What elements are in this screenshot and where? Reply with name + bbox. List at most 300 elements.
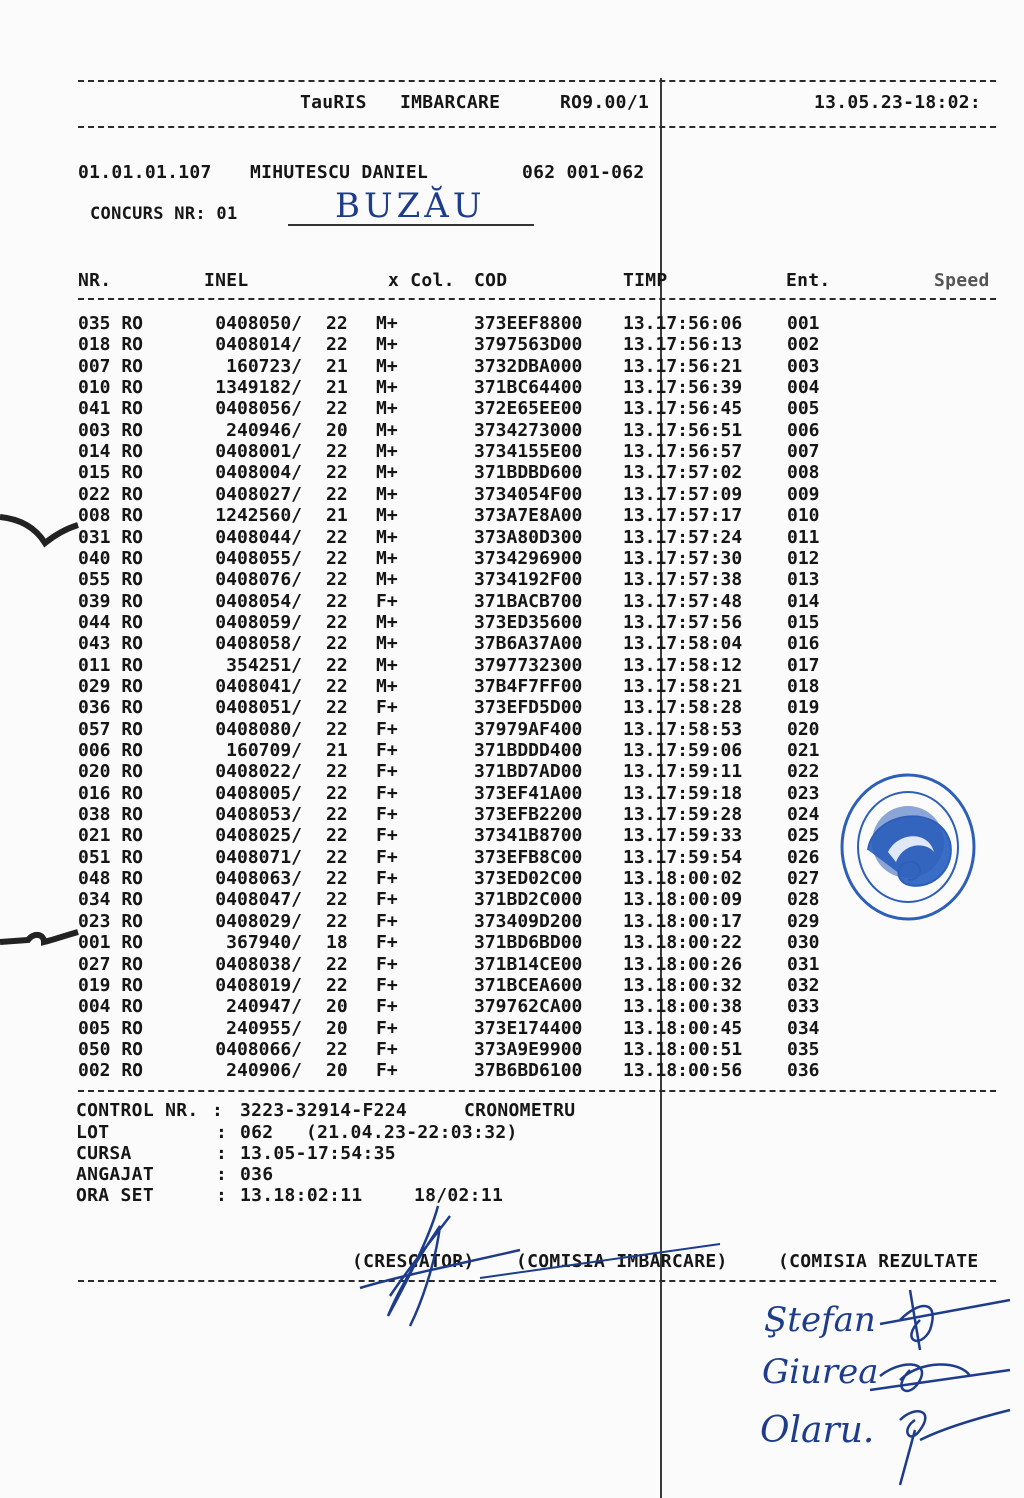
cell-timp: 13.17:58:53 <box>623 718 743 740</box>
cell-col: M+ <box>376 419 398 441</box>
cell-ent: 019 <box>787 697 820 719</box>
cell-nr: 035 RO <box>78 313 144 334</box>
cell-ent: 026 <box>787 846 820 868</box>
table-row <box>0 932 1024 953</box>
cell-inel: 1349182/ <box>215 377 302 399</box>
cell-col: M+ <box>376 398 398 420</box>
cell-timp: 13.17:56:06 <box>623 313 743 334</box>
cell-nr: 023 RO <box>78 910 144 932</box>
cell-an: 21 <box>326 740 348 761</box>
cell-timp: 13.17:58:28 <box>623 697 743 719</box>
cell-nr: 029 RO <box>78 675 144 697</box>
cell-an: 22 <box>326 441 348 463</box>
cell-cod: 373A9E9900 <box>474 1038 583 1060</box>
cell-nr: 005 RO <box>78 1017 144 1039</box>
cell-timp: 13.18:00:09 <box>623 889 743 911</box>
cell-nr: 048 RO <box>78 868 144 890</box>
cell-timp: 13.17:59:28 <box>623 804 743 826</box>
cell-inel: 0408019/ <box>215 974 302 996</box>
margin-ink-mark-2 <box>0 922 80 962</box>
table-row <box>0 441 1024 462</box>
cell-ent: 029 <box>787 910 820 932</box>
cell-col: M+ <box>376 633 398 655</box>
cell-cod: 373EF41A00 <box>474 782 583 804</box>
cell-nr: 044 RO <box>78 611 144 633</box>
cell-ent: 030 <box>787 932 820 954</box>
cell-cod: 373A7E8A00 <box>474 505 583 527</box>
col-header-nr: NR. <box>78 270 112 291</box>
cell-inel: 0408050/ <box>215 313 302 334</box>
table-row <box>0 633 1024 654</box>
cell-an: 20 <box>326 1060 348 1082</box>
cell-timp: 13.17:56:57 <box>623 441 743 463</box>
cell-inel: 0408025/ <box>215 825 302 847</box>
cell-nr: 014 RO <box>78 441 144 463</box>
cell-ent: 013 <box>787 569 820 591</box>
control-label: CONTROL NR. <box>76 1100 199 1121</box>
cell-nr: 038 RO <box>78 804 144 826</box>
cell-timp: 13.18:00:51 <box>623 1038 743 1060</box>
cronometru-label: CRONOMETRU <box>464 1100 576 1121</box>
cell-inel: 0408066/ <box>215 1038 302 1060</box>
cell-an: 22 <box>326 1038 348 1060</box>
cell-an: 18 <box>326 932 348 954</box>
table-row <box>0 420 1024 441</box>
cell-cod: 3732DBA000 <box>474 355 583 377</box>
cell-cod: 37341B8700 <box>474 825 583 847</box>
owner-name: MIHUTESCU DANIEL <box>250 162 429 183</box>
table-row <box>0 1060 1024 1081</box>
cell-ent: 010 <box>787 505 820 527</box>
cell-inel: 0408041/ <box>215 675 302 697</box>
cell-col: F+ <box>376 996 398 1018</box>
cell-an: 22 <box>326 633 348 655</box>
cell-col: F+ <box>376 889 398 911</box>
cell-timp: 13.17:56:21 <box>623 355 743 377</box>
cell-inel: 0408055/ <box>215 547 302 569</box>
cell-ent: 018 <box>787 675 820 697</box>
cell-cod: 373409D200 <box>474 910 583 932</box>
cell-inel: 0408005/ <box>215 782 302 804</box>
cell-timp: 13.17:57:56 <box>623 611 743 633</box>
cell-ent: 021 <box>787 740 820 761</box>
cell-col: F+ <box>376 825 398 847</box>
cell-timp: 13.17:57:48 <box>623 590 743 612</box>
cell-an: 22 <box>326 868 348 890</box>
cell-nr: 022 RO <box>78 483 144 505</box>
cell-nr: 031 RO <box>78 526 144 548</box>
cell-cod: 371BD2C000 <box>474 889 583 911</box>
cell-ent: 035 <box>787 1038 820 1060</box>
cell-col: M+ <box>376 526 398 548</box>
cell-inel: 0408047/ <box>215 889 302 911</box>
cell-col: F+ <box>376 697 398 719</box>
cell-cod: 37979AF400 <box>474 718 583 740</box>
cell-inel: 0408063/ <box>215 868 302 890</box>
cell-cod: 371BCEA600 <box>474 974 583 996</box>
cell-col: F+ <box>376 974 398 996</box>
cell-inel: 0408053/ <box>215 804 302 826</box>
cell-timp: 13.18:00:38 <box>623 996 743 1018</box>
cell-inel: 367940/ <box>226 932 302 954</box>
cell-an: 22 <box>326 953 348 975</box>
cell-ent: 014 <box>787 590 820 612</box>
cell-nr: 055 RO <box>78 569 144 591</box>
cell-an: 22 <box>326 590 348 612</box>
table-row <box>0 612 1024 633</box>
cell-ent: 004 <box>787 377 820 399</box>
margin-ink-mark-1 <box>0 505 80 555</box>
cell-an: 22 <box>326 611 348 633</box>
cell-timp: 13.17:58:12 <box>623 654 743 676</box>
cell-col: F+ <box>376 953 398 975</box>
cell-col: F+ <box>376 868 398 890</box>
cell-an: 22 <box>326 974 348 996</box>
cell-nr: 039 RO <box>78 590 144 612</box>
table-row <box>0 697 1024 718</box>
cell-cod: 3734054F00 <box>474 483 583 505</box>
cell-nr: 002 RO <box>78 1060 144 1082</box>
table-row <box>0 377 1024 398</box>
cell-nr: 021 RO <box>78 825 144 847</box>
table-row <box>0 462 1024 483</box>
separator-footer <box>78 1090 996 1092</box>
cell-cod: 372E65EE00 <box>474 398 583 420</box>
cell-nr: 027 RO <box>78 953 144 975</box>
cell-nr: 001 RO <box>78 932 144 954</box>
col-header-timp: TIMP <box>623 270 668 291</box>
cell-ent: 012 <box>787 547 820 569</box>
owner-code: 01.01.01.107 <box>78 162 212 183</box>
cell-an: 22 <box>326 846 348 868</box>
cell-cod: 373EFB8C00 <box>474 846 583 868</box>
cell-col: F+ <box>376 590 398 612</box>
cell-timp: 13.17:57:24 <box>623 526 743 548</box>
cell-nr: 007 RO <box>78 355 144 377</box>
table-row <box>0 484 1024 505</box>
handwritten-name-3: Olaru. <box>760 1410 875 1451</box>
sig-comisia-rezultate-label: (COMISIA REZULTATE <box>778 1251 979 1272</box>
cell-inel: 0408080/ <box>215 718 302 740</box>
cell-an: 22 <box>326 462 348 484</box>
cell-an: 22 <box>326 313 348 334</box>
cell-ent: 028 <box>787 889 820 911</box>
table-row <box>0 954 1024 975</box>
cell-ent: 001 <box>787 313 820 334</box>
cell-timp: 13.17:56:39 <box>623 377 743 399</box>
cell-timp: 13.18:00:17 <box>623 910 743 932</box>
concurs-handwritten-location: BUZĂU <box>335 186 486 226</box>
cell-inel: 0408044/ <box>215 526 302 548</box>
cell-cod: 373EFD5D00 <box>474 697 583 719</box>
cell-ent: 033 <box>787 996 820 1018</box>
cell-ent: 005 <box>787 398 820 420</box>
cell-ent: 032 <box>787 974 820 996</box>
cell-inel: 0408051/ <box>215 697 302 719</box>
cell-nr: 020 RO <box>78 761 144 783</box>
cell-col: M+ <box>376 441 398 463</box>
cell-timp: 13.17:57:38 <box>623 569 743 591</box>
cell-timp: 13.17:57:17 <box>623 505 743 527</box>
cell-timp: 13.17:58:04 <box>623 633 743 655</box>
cell-col: F+ <box>376 740 398 761</box>
cell-ent: 008 <box>787 462 820 484</box>
cell-col: M+ <box>376 483 398 505</box>
control-colon: : <box>212 1100 224 1121</box>
cell-cod: 37B6A37A00 <box>474 633 583 655</box>
cell-nr: 008 RO <box>78 505 144 527</box>
cell-an: 22 <box>326 547 348 569</box>
cell-col: M+ <box>376 505 398 527</box>
table-row <box>0 996 1024 1017</box>
cell-an: 22 <box>326 889 348 911</box>
control-value: 3223-32914-F224 <box>240 1100 408 1121</box>
cell-an: 20 <box>326 419 348 441</box>
cell-an: 22 <box>326 804 348 826</box>
cell-col: F+ <box>376 910 398 932</box>
col-header-ent: Ent. <box>786 270 831 291</box>
angajat-value: 036 <box>240 1164 274 1185</box>
cell-cod: 371BC64400 <box>474 377 583 399</box>
cell-timp: 13.18:00:56 <box>623 1060 743 1082</box>
cell-col: M+ <box>376 377 398 399</box>
cell-nr: 051 RO <box>78 846 144 868</box>
cell-an: 22 <box>326 675 348 697</box>
table-row <box>0 527 1024 548</box>
cell-inel: 0408022/ <box>215 761 302 783</box>
cell-timp: 13.18:00:45 <box>623 1017 743 1039</box>
cell-col: M+ <box>376 547 398 569</box>
cell-ent: 031 <box>787 953 820 975</box>
cell-col: F+ <box>376 782 398 804</box>
cell-timp: 13.17:59:06 <box>623 740 743 761</box>
cell-nr: 019 RO <box>78 974 144 996</box>
cell-nr: 041 RO <box>78 398 144 420</box>
cell-timp: 13.17:58:21 <box>623 675 743 697</box>
cell-cod: 37B4F7FF00 <box>474 675 583 697</box>
cell-col: M+ <box>376 355 398 377</box>
cell-cod: 3734155E00 <box>474 441 583 463</box>
cell-nr: 010 RO <box>78 377 144 399</box>
cell-an: 22 <box>326 697 348 719</box>
ora-set-label: ORA SET <box>76 1185 154 1206</box>
cell-cod: 37B6BD6100 <box>474 1060 583 1082</box>
cell-col: M+ <box>376 313 398 334</box>
angajat-label: ANGAJAT <box>76 1164 154 1185</box>
cell-ent: 034 <box>787 1017 820 1039</box>
lot-colon: : <box>216 1122 228 1143</box>
cell-an: 22 <box>326 334 348 356</box>
owner-counts: 062 001-062 <box>522 162 645 183</box>
col-header-speed: Speed <box>934 270 990 291</box>
table-row <box>0 334 1024 355</box>
cell-cod: 373EFB2200 <box>474 804 583 826</box>
cell-inel: 0408058/ <box>215 633 302 655</box>
header-datetime: 13.05.23-18:02: <box>814 92 982 113</box>
cell-ent: 022 <box>787 761 820 783</box>
cell-col: M+ <box>376 654 398 676</box>
table-row <box>0 398 1024 419</box>
cell-cod: 373ED02C00 <box>474 868 583 890</box>
cell-inel: 0408076/ <box>215 569 302 591</box>
lot-label: LOT <box>76 1122 110 1143</box>
cell-cod: 379762CA00 <box>474 996 583 1018</box>
cell-cod: 3734192F00 <box>474 569 583 591</box>
cell-col: M+ <box>376 569 398 591</box>
cell-ent: 007 <box>787 441 820 463</box>
table-row <box>0 313 1024 334</box>
table-row <box>0 676 1024 697</box>
cell-inel: 0408027/ <box>215 483 302 505</box>
cell-nr: 018 RO <box>78 334 144 356</box>
cell-cod: 371BD6BD00 <box>474 932 583 954</box>
cell-col: M+ <box>376 675 398 697</box>
cell-inel: 0408001/ <box>215 441 302 463</box>
cell-an: 20 <box>326 1017 348 1039</box>
table-row <box>0 975 1024 996</box>
cell-inel: 240946/ <box>226 419 302 441</box>
cell-inel: 1242560/ <box>215 505 302 527</box>
table-row <box>0 719 1024 740</box>
cell-inel: 240955/ <box>226 1017 302 1039</box>
handwritten-name-2: Giurea <box>762 1352 879 1392</box>
cell-ent: 003 <box>787 355 820 377</box>
lot-date: (21.04.23-22:03:32) <box>306 1122 518 1143</box>
table-row <box>0 548 1024 569</box>
cursa-label: CURSA <box>76 1143 132 1164</box>
col-header-inel: INEL <box>204 270 249 291</box>
cell-inel: 0408059/ <box>215 611 302 633</box>
cell-timp: 13.18:00:32 <box>623 974 743 996</box>
cell-inel: 240947/ <box>226 996 302 1018</box>
imbarcare-strike-line <box>470 1238 730 1298</box>
cell-nr: 003 RO <box>78 419 144 441</box>
ora-set-value: 13.18:02:11 <box>240 1185 363 1206</box>
cell-timp: 13.17:56:51 <box>623 419 743 441</box>
cell-an: 21 <box>326 355 348 377</box>
cell-nr: 036 RO <box>78 697 144 719</box>
cell-inel: 354251/ <box>226 654 302 676</box>
cell-nr: 050 RO <box>78 1038 144 1060</box>
cell-timp: 13.17:57:09 <box>623 483 743 505</box>
federation-stamp <box>838 772 978 922</box>
cell-timp: 13.18:00:02 <box>623 868 743 890</box>
cell-ent: 016 <box>787 633 820 655</box>
cell-col: M+ <box>376 611 398 633</box>
header-version: RO9.00/1 <box>560 92 650 113</box>
cell-ent: 020 <box>787 718 820 740</box>
cell-cod: 373ED35600 <box>474 611 583 633</box>
cell-nr: 034 RO <box>78 889 144 911</box>
cell-inel: 0408038/ <box>215 953 302 975</box>
cell-nr: 057 RO <box>78 718 144 740</box>
cell-col: F+ <box>376 718 398 740</box>
col-header-col: x Col. <box>388 270 455 291</box>
cell-col: M+ <box>376 334 398 356</box>
cell-ent: 027 <box>787 868 820 890</box>
cell-cod: 371BDDD400 <box>474 740 583 761</box>
cursa-colon: : <box>216 1143 228 1164</box>
cell-cod: 371B14CE00 <box>474 953 583 975</box>
cell-an: 21 <box>326 505 348 527</box>
cell-timp: 13.17:59:11 <box>623 761 743 783</box>
ora-set-extra: 18/02:11 <box>414 1185 504 1206</box>
cell-cod: 373A80D300 <box>474 526 583 548</box>
cell-nr: 011 RO <box>78 654 144 676</box>
table-row <box>0 356 1024 377</box>
cell-ent: 024 <box>787 804 820 826</box>
cell-col: F+ <box>376 761 398 783</box>
cell-an: 21 <box>326 377 348 399</box>
cell-ent: 025 <box>787 825 820 847</box>
cell-inel: 0408054/ <box>215 590 302 612</box>
cell-cod: 371BD7AD00 <box>474 761 583 783</box>
cell-nr: 015 RO <box>78 462 144 484</box>
sig-comisia-imbarcare-label: (COMISIA IMBARCARE) <box>516 1251 728 1272</box>
col-header-cod: COD <box>474 270 508 291</box>
cell-inel: 160709/ <box>226 740 302 761</box>
table-row <box>0 740 1024 761</box>
cell-an: 22 <box>326 398 348 420</box>
handwritten-name-1: Ştefan <box>764 1300 876 1340</box>
lot-value: 062 <box>240 1122 274 1143</box>
concurs-label: CONCURS NR: 01 <box>90 204 238 224</box>
cell-cod: 373EEF8800 <box>474 313 583 334</box>
cell-ent: 017 <box>787 654 820 676</box>
cell-nr: 040 RO <box>78 547 144 569</box>
header-system: TauRIS <box>300 92 367 113</box>
table-row <box>0 1018 1024 1039</box>
cell-inel: 0408004/ <box>215 462 302 484</box>
cell-ent: 006 <box>787 419 820 441</box>
cell-col: F+ <box>376 932 398 954</box>
table-row <box>0 591 1024 612</box>
cell-ent: 023 <box>787 782 820 804</box>
rezultate-signatures <box>860 1280 1020 1490</box>
table-row <box>0 505 1024 526</box>
cell-an: 22 <box>326 825 348 847</box>
cell-timp: 13.18:00:26 <box>623 953 743 975</box>
cell-col: M+ <box>376 462 398 484</box>
cell-an: 22 <box>326 526 348 548</box>
cell-timp: 13.17:57:02 <box>623 462 743 484</box>
cell-timp: 13.17:56:45 <box>623 398 743 420</box>
cell-an: 22 <box>326 569 348 591</box>
cell-inel: 240906/ <box>226 1060 302 1082</box>
cell-ent: 036 <box>787 1060 820 1082</box>
header-mode: IMBARCARE <box>400 92 501 113</box>
cell-col: F+ <box>376 1038 398 1060</box>
cell-inel: 0408071/ <box>215 846 302 868</box>
cell-inel: 0408029/ <box>215 910 302 932</box>
cell-timp: 13.17:56:13 <box>623 334 743 356</box>
cell-inel: 160723/ <box>226 355 302 377</box>
cell-nr: 006 RO <box>78 740 144 761</box>
cell-col: F+ <box>376 1060 398 1082</box>
cell-timp: 13.17:59:54 <box>623 846 743 868</box>
cell-col: F+ <box>376 804 398 826</box>
cell-cod: 371BDBD600 <box>474 462 583 484</box>
cell-timp: 13.17:59:33 <box>623 825 743 847</box>
angajat-colon: : <box>216 1164 228 1185</box>
cell-nr: 004 RO <box>78 996 144 1018</box>
cell-cod: 371BACB700 <box>474 590 583 612</box>
cell-nr: 016 RO <box>78 782 144 804</box>
cell-an: 22 <box>326 910 348 932</box>
cell-timp: 13.17:57:30 <box>623 547 743 569</box>
cell-an: 22 <box>326 782 348 804</box>
cell-cod: 373E174400 <box>474 1017 583 1039</box>
